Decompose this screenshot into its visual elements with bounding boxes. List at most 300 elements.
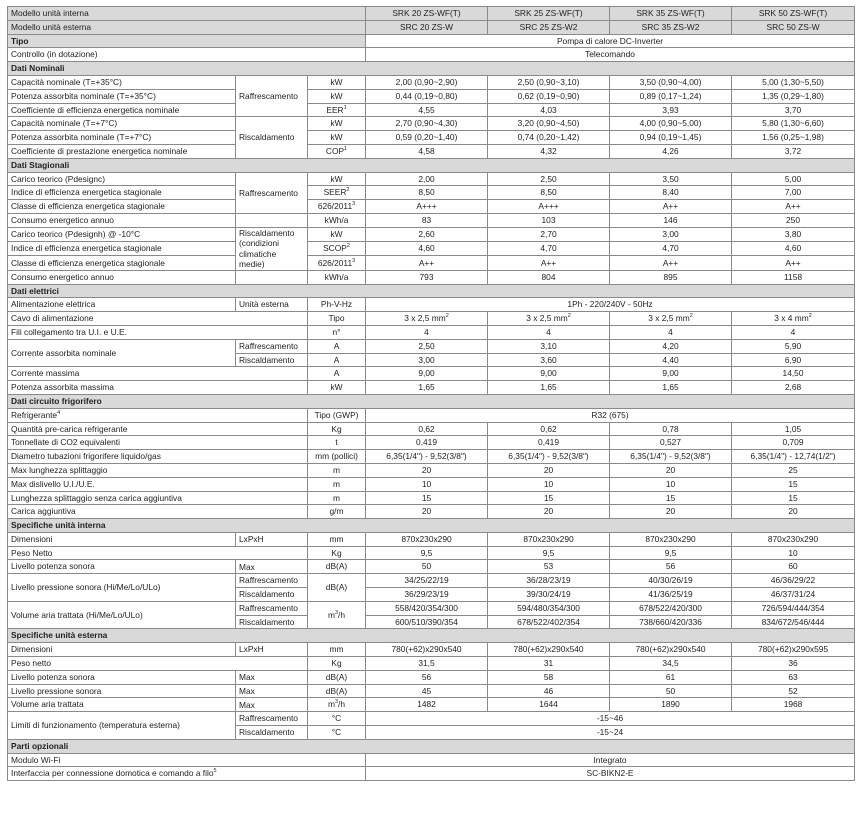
indoor-model-4: SRK 50 ZS-WF(T): [732, 7, 855, 21]
row-group-text: Max: [239, 699, 255, 710]
row-unit: [308, 298, 366, 312]
spec-row: [8, 463, 855, 477]
row-value-2-text: 20: [543, 464, 554, 475]
row-group: [236, 726, 308, 740]
row-value-1-text: 31,5: [418, 658, 435, 669]
row-value-1-text: 2,00 (0,90~2,90): [395, 76, 458, 87]
row-label: [8, 532, 236, 546]
row-value-4: [732, 477, 855, 491]
row-label-text: Peso netto: [11, 658, 52, 669]
row-value-2-text: 0,62: [540, 423, 557, 434]
row-label: [8, 298, 236, 312]
row-value-4: [732, 200, 855, 214]
row-value-2: [488, 477, 610, 491]
row-value-1-text: 0,59 (0,20~1,40): [395, 132, 458, 143]
row-unit-text: mm: [329, 644, 344, 655]
row-value-merged: [366, 767, 855, 781]
row-value-1: [366, 381, 488, 395]
row-label: [8, 381, 308, 395]
row-label-text: Corrente massima: [11, 368, 80, 379]
row-value-3: [610, 450, 732, 464]
indoor-model-label: Modello unità interna: [8, 7, 366, 21]
row-value-1: [366, 144, 488, 158]
row-value-2: [488, 450, 610, 464]
row-label-text: Classe di efficienza energetica stagionale: [11, 257, 165, 268]
row-unit: [308, 131, 366, 145]
row-value-1: [366, 325, 488, 339]
row-label: [8, 242, 236, 256]
row-value-4-text: 870x230x290: [767, 533, 819, 544]
row-value-3: [610, 560, 732, 574]
spec-row: [8, 546, 855, 560]
row-value-2: [488, 698, 610, 712]
row-label: [8, 103, 236, 117]
row-value-3: [610, 242, 732, 256]
row-value-2: [488, 213, 610, 227]
row-value-2: [488, 588, 610, 602]
row-value-3: [610, 270, 732, 284]
row-value-1: [366, 200, 488, 214]
row-label-text: Potenza assorbita massima: [11, 382, 114, 393]
row-value-2-text: 9,5: [542, 547, 555, 558]
row-value-merged-text: Integrato: [593, 754, 627, 765]
row-unit-text: m: [333, 464, 340, 475]
row-label-text: Lunghezza splittaggio senza carica aggiuntiva: [11, 492, 182, 503]
row-unit-text: t: [335, 437, 338, 448]
row-value-4-text: 60: [788, 561, 798, 572]
row-label: [8, 491, 308, 505]
row-unit-text: kW: [330, 229, 343, 240]
spec-row: [8, 213, 855, 227]
row-group-text: Riscaldamento: [239, 354, 295, 365]
row-label: [8, 643, 236, 657]
spec-row: [8, 172, 855, 186]
row-unit-text: kW: [330, 382, 343, 393]
row-group: [236, 227, 308, 270]
row-value-4-text: 3,72: [784, 145, 802, 156]
row-group: [236, 172, 308, 213]
row-value-1-text: 600/510/390/354: [395, 616, 458, 627]
row-unit: [308, 339, 366, 353]
row-value-1: [366, 213, 488, 227]
spec-row: [8, 117, 855, 131]
spec-row: [8, 657, 855, 671]
row-unit: [308, 75, 366, 89]
section-title-text: Dati Nominali: [11, 63, 65, 74]
row-label-text: Diametro tubazioni frigorifere liquido/gas: [11, 451, 161, 462]
row-value-3: [610, 367, 732, 381]
row-unit: [308, 450, 366, 464]
row-unit-text: m: [333, 492, 340, 503]
row-value-2-text: 0,419: [538, 437, 559, 448]
row-unit: [308, 89, 366, 103]
row-value-4-text: 1,05: [784, 423, 802, 434]
row-label: [8, 436, 308, 450]
spec-row: [8, 408, 855, 422]
row-value-3: [610, 186, 732, 200]
row-value-3-text: 895: [663, 271, 678, 282]
row-group-text: Max: [239, 685, 255, 696]
row-value-1-text: 0,44 (0,19~0,80): [395, 90, 458, 101]
row-unit: [308, 172, 366, 186]
row-value-2: [488, 312, 610, 326]
row-value-2-text: 31: [543, 658, 554, 669]
row-unit-text: 626/2011: [317, 257, 353, 268]
row-value-2-text: 2,70: [540, 229, 557, 240]
row-unit-text: Tipo: [328, 313, 345, 324]
row-unit: [308, 144, 366, 158]
row-value-1: [366, 256, 488, 270]
row-unit: [308, 367, 366, 381]
row-unit-text: kW: [330, 173, 343, 184]
row-value-1: [366, 367, 488, 381]
row-label: [8, 48, 366, 62]
row-value-merged: [366, 408, 855, 422]
row-value-3-text: 780(+62)x290x540: [635, 644, 706, 655]
row-unit-text: kW: [330, 118, 343, 129]
row-value-3: [610, 256, 732, 270]
row-value-2-text: A+++: [538, 201, 559, 212]
row-value-1: [366, 450, 488, 464]
unit-superscript: 2: [346, 243, 350, 250]
row-value-1-text: 56: [421, 671, 432, 682]
row-unit: [308, 643, 366, 657]
row-value-2-text: 4: [546, 326, 551, 337]
row-unit: [308, 186, 366, 200]
row-value-4-text: 25: [788, 464, 798, 475]
value-superscript: 2: [689, 313, 693, 320]
row-value-3-text: 61: [665, 671, 676, 682]
row-value-4: [732, 270, 855, 284]
row-label: [8, 131, 236, 145]
row-value-3-text: 10: [665, 478, 676, 489]
row-unit: [308, 213, 366, 227]
row-value-1-text: 83: [421, 214, 432, 225]
row-value-4-text: 5,00: [784, 173, 802, 184]
row-value-3: [610, 381, 732, 395]
spec-row: [8, 436, 855, 450]
row-label-text: Controllo (in dotazione): [11, 49, 98, 60]
row-value-3: [610, 615, 732, 629]
row-value-3: [610, 601, 732, 615]
row-value-3-text: 4,40: [662, 354, 679, 365]
row-value-3: [610, 103, 732, 117]
row-value-1: [366, 463, 488, 477]
row-value-merged: [366, 48, 855, 62]
section-title-text: Specifiche unità interna: [11, 520, 106, 531]
row-value-4: [732, 75, 855, 89]
row-value-3-text: 0,89 (0,17~1,24): [639, 90, 702, 101]
row-value-3: [610, 463, 732, 477]
row-group: [236, 298, 308, 312]
row-group-text: Raffrescamento: [239, 603, 298, 614]
row-unit: [308, 698, 366, 712]
row-value-2-text: 594/480/354/300: [517, 602, 580, 613]
row-value-2: [488, 131, 610, 145]
row-value-1-text: 3 x 2,5 mm: [404, 313, 446, 324]
row-value-4-text: A++: [785, 257, 801, 268]
spec-row: [8, 312, 855, 326]
row-unit: [308, 532, 366, 546]
spec-row: [8, 131, 855, 145]
row-value-2: [488, 422, 610, 436]
row-value-2-text: 2,50: [540, 173, 557, 184]
row-value-3-text: 50: [665, 685, 676, 696]
row-value-1: [366, 601, 488, 615]
spec-row: [8, 601, 855, 615]
row-group-text: Riscaldamento: [239, 589, 295, 600]
row-group: [236, 643, 308, 657]
row-group: [236, 213, 308, 227]
row-value-1: [366, 131, 488, 145]
row-value-1: [366, 75, 488, 89]
indoor-model-1: SRK 20 ZS-WF(T): [366, 7, 488, 21]
row-value-merged-text: -15~24: [596, 727, 624, 738]
row-value-1: [366, 657, 488, 671]
row-value-3: [610, 353, 732, 367]
row-value-1: [366, 588, 488, 602]
row-unit-text: kW: [330, 76, 343, 87]
row-label: [8, 227, 236, 241]
spec-row: [8, 339, 855, 353]
row-label: [8, 75, 236, 89]
row-value-4-text: 15: [788, 478, 798, 489]
row-unit-text: Tipo (GWP): [314, 409, 359, 420]
row-label: [8, 422, 308, 436]
spec-row: [8, 89, 855, 103]
outdoor-model-label: Modello unità esterna: [8, 20, 366, 34]
row-value-3-text: 4,00 (0,90~5,00): [639, 118, 702, 129]
footnote-marker: 4: [57, 409, 61, 416]
row-value-4-text: 46/36/29/22: [770, 575, 816, 586]
row-value-1: [366, 615, 488, 629]
row-label-text: Indice di efficienza energetica stagionale: [11, 187, 162, 198]
row-value-merged-text: SC-BIKN2-E: [586, 768, 634, 779]
row-label-text: Livello potenza sonora: [11, 561, 95, 572]
row-unit-text: SCOP: [323, 243, 347, 254]
row-value-1-text: 4,55: [418, 104, 435, 115]
row-value-3-text: 0,94 (0,19~1,45): [639, 132, 702, 143]
row-label-text: Quantità pre-carica refrigerante: [11, 423, 128, 434]
row-value-2: [488, 436, 610, 450]
row-value-1-text: A+++: [416, 201, 437, 212]
row-value-3: [610, 172, 732, 186]
spec-row: [8, 560, 855, 574]
row-value-1-text: 8,50: [418, 187, 435, 198]
row-value-4: [732, 422, 855, 436]
row-value-4: [732, 670, 855, 684]
row-value-2-text: 1644: [539, 699, 558, 710]
row-value-2: [488, 270, 610, 284]
spec-row: [8, 200, 855, 214]
row-value-3: [610, 698, 732, 712]
spec-row: [8, 698, 855, 712]
spec-row: [8, 477, 855, 491]
row-group: [236, 684, 308, 698]
row-unit: [308, 560, 366, 574]
row-unit-text: kWh/a: [324, 214, 349, 225]
row-value-1-text: 20: [421, 464, 432, 475]
row-label: [8, 200, 236, 214]
spec-row: [8, 144, 855, 158]
row-group-text: Raffrescamento: [239, 340, 298, 351]
unit-suffix: /h: [338, 699, 346, 710]
row-unit: [308, 325, 366, 339]
section-row: [8, 284, 855, 298]
row-value-4: [732, 367, 855, 381]
row-unit-text: dB(A): [325, 582, 348, 593]
row-group: [236, 117, 308, 158]
row-group: [236, 615, 308, 629]
row-value-4: [732, 131, 855, 145]
row-value-merged: [366, 753, 855, 767]
row-label: [8, 270, 236, 284]
row-value-4: [732, 381, 855, 395]
row-label: [8, 408, 308, 422]
row-value-4: [732, 560, 855, 574]
row-value-4-text: 1,56 (0,25~1,98): [762, 132, 824, 143]
row-label-text: Coefficiente di efficienza energetica nominale: [11, 104, 180, 115]
indoor-model-header-row: [8, 7, 855, 21]
row-value-2-text: 4,03: [540, 104, 557, 115]
row-value-4: [732, 684, 855, 698]
row-unit-text: n°: [332, 326, 341, 337]
row-value-1-text: 2,00: [418, 173, 435, 184]
section-title: [8, 629, 855, 643]
section-title-text: Specifiche unità esterna: [11, 630, 108, 641]
row-label-text: Max dislivello U.I./U.E.: [11, 478, 95, 489]
row-value-4: [732, 532, 855, 546]
row-value-4: [732, 643, 855, 657]
row-value-4-text: 5,80 (1,30~6,60): [762, 118, 824, 129]
row-label: [8, 546, 308, 560]
row-value-3: [610, 117, 732, 131]
row-value-3: [610, 532, 732, 546]
row-value-4: [732, 546, 855, 560]
row-value-1-text: 558/420/354/300: [395, 602, 458, 613]
row-value-2-text: 103: [541, 214, 556, 225]
row-value-1: [366, 574, 488, 588]
row-value-2: [488, 463, 610, 477]
spec-row: [8, 532, 855, 546]
row-value-4-text: 4: [790, 326, 796, 337]
row-label: [8, 463, 308, 477]
spec-row: [8, 381, 855, 395]
section-value-text: Pompa di calore DC-Inverter: [556, 35, 664, 46]
row-value-1: [366, 436, 488, 450]
row-label: [8, 186, 236, 200]
row-value-1-text: 36/29/23/19: [404, 589, 449, 600]
row-value-4: [732, 227, 855, 241]
row-value-4: [732, 339, 855, 353]
row-value-1: [366, 172, 488, 186]
row-value-2: [488, 172, 610, 186]
row-unit: [308, 712, 366, 726]
row-value-4-text: 2,68: [784, 382, 802, 393]
row-unit: [308, 670, 366, 684]
row-value-3: [610, 643, 732, 657]
row-group: [236, 532, 308, 546]
row-unit-text: Ph-V-Hz: [320, 299, 353, 310]
row-value-4: [732, 117, 855, 131]
section-title-text: Tipo: [11, 35, 29, 46]
spec-row: [8, 325, 855, 339]
row-value-4-text: 15: [788, 492, 798, 503]
spec-table-container: [7, 6, 854, 781]
row-value-2: [488, 532, 610, 546]
row-value-1-text: A++: [418, 257, 435, 268]
row-value-3: [610, 505, 732, 519]
row-unit-text: 626/2011: [317, 201, 353, 212]
row-value-4-text: 1158: [784, 271, 803, 282]
row-label: [8, 256, 236, 270]
section-row: [8, 519, 855, 533]
row-value-4-text: 10: [788, 547, 798, 558]
row-value-1: [366, 505, 488, 519]
row-label-text: Potenza assorbita nominale (T=+7°C): [11, 132, 152, 143]
row-value-2: [488, 657, 610, 671]
section-row: [8, 394, 855, 408]
row-unit-text: kW: [330, 90, 343, 101]
spec-row: [8, 505, 855, 519]
row-label-text: Max lunghezza splittaggio: [11, 464, 108, 475]
row-value-3-text: 1,65: [662, 382, 679, 393]
row-value-1: [366, 670, 488, 684]
row-value-2: [488, 242, 610, 256]
row-value-3-text: 870x230x290: [645, 533, 696, 544]
row-label-text: Consumo energetico annuo: [11, 271, 114, 282]
row-value-2-text: 804: [541, 271, 556, 282]
row-value-2: [488, 75, 610, 89]
row-value-4: [732, 312, 855, 326]
section-row: [8, 739, 855, 753]
row-value-3: [610, 546, 732, 560]
row-value-merged-text: Telecomando: [585, 49, 635, 60]
row-value-2-text: 3,10: [540, 340, 557, 351]
row-value-4: [732, 144, 855, 158]
row-value-4-text: 52: [788, 685, 798, 696]
row-value-3: [610, 227, 732, 241]
value-superscript: 2: [567, 313, 571, 320]
row-value-3-text: 40/30/26/19: [648, 575, 693, 586]
row-value-1: [366, 270, 488, 284]
row-unit: [308, 381, 366, 395]
section-title-text: Dati Stagionali: [11, 159, 70, 170]
row-label-text: Capacità nominale (T=+35°C): [11, 76, 122, 87]
spec-table-body: [8, 7, 855, 781]
unit-superscript: 3: [352, 201, 356, 208]
row-value-2-text: 20: [543, 506, 554, 517]
row-label-text: Dimensioni: [11, 533, 53, 544]
section-title: [8, 284, 855, 298]
row-label: [8, 712, 236, 740]
spec-row: [8, 712, 855, 726]
spec-row: [8, 367, 855, 381]
row-label: [8, 213, 236, 227]
row-value-3-text: 3,00: [662, 229, 679, 240]
row-label-text: Cavo di alimentazione: [11, 313, 94, 324]
row-value-1: [366, 560, 488, 574]
row-value-4: [732, 103, 855, 117]
row-unit: [308, 491, 366, 505]
row-label-text: Fili collegamento tra U.I. e U.E.: [11, 326, 127, 337]
unit-superscript: 3: [334, 699, 339, 706]
row-value-4: [732, 601, 855, 615]
spec-row: [8, 75, 855, 89]
row-value-1-text: 9,00: [418, 368, 435, 379]
row-label: [8, 117, 236, 131]
row-value-1: [366, 186, 488, 200]
